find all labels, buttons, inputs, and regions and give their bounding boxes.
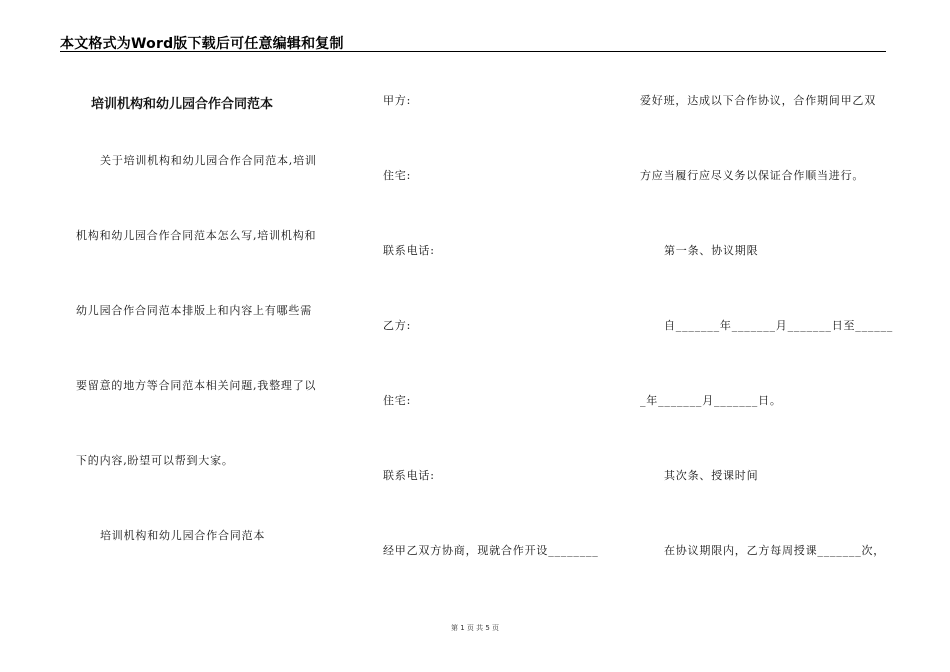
text-line: 关于培训机构和幼儿园合作合同范本,培训: [100, 154, 317, 167]
phone-label: 联系电话:: [383, 244, 435, 257]
text-line: 幼儿园合作合同范本排版上和内容上有哪些需: [76, 304, 312, 317]
party-a-label: 甲方:: [383, 94, 412, 107]
text-line: 在协议期限内，乙方每周授课_______次，: [664, 544, 886, 557]
document-title: 培训机构和幼儿园合作合同范本: [91, 97, 274, 112]
text-line: 爱好班，达成以下合作协议，合作期间甲乙双: [640, 94, 876, 107]
text-line: _年_______月_______日。: [640, 394, 782, 407]
header-title: 本文格式为Word版下载后可任意编辑和复制: [60, 36, 344, 52]
residence-label: 住宅:: [383, 169, 412, 182]
section-title: 培训机构和幼儿园合作合同范本: [100, 529, 266, 542]
page-number: 第 1 页 共 5 页: [450, 624, 500, 632]
text-line: 下的内容,盼望可以帮到大家。: [76, 454, 234, 467]
clause-heading: 第一条、协议期限: [664, 244, 759, 257]
text-line: 要留意的地方等合同范本相关问题,我整理了以: [76, 379, 317, 392]
party-b-label: 乙方:: [383, 319, 412, 332]
residence-label: 住宅:: [383, 394, 412, 407]
clause-heading: 其次条、授课时间: [664, 469, 759, 482]
text-line: 自_______年_______月_______日至______: [664, 319, 894, 332]
text-line: 经甲乙双方协商，现就合作开设________: [383, 544, 599, 557]
text-line: 方应当履行应尽义务以保证合作顺当进行。: [640, 169, 865, 182]
text-line: 机构和幼儿园合作合同范本怎么写,培训机构和: [76, 229, 317, 242]
header-divider: [60, 51, 886, 52]
phone-label: 联系电话:: [383, 469, 435, 482]
